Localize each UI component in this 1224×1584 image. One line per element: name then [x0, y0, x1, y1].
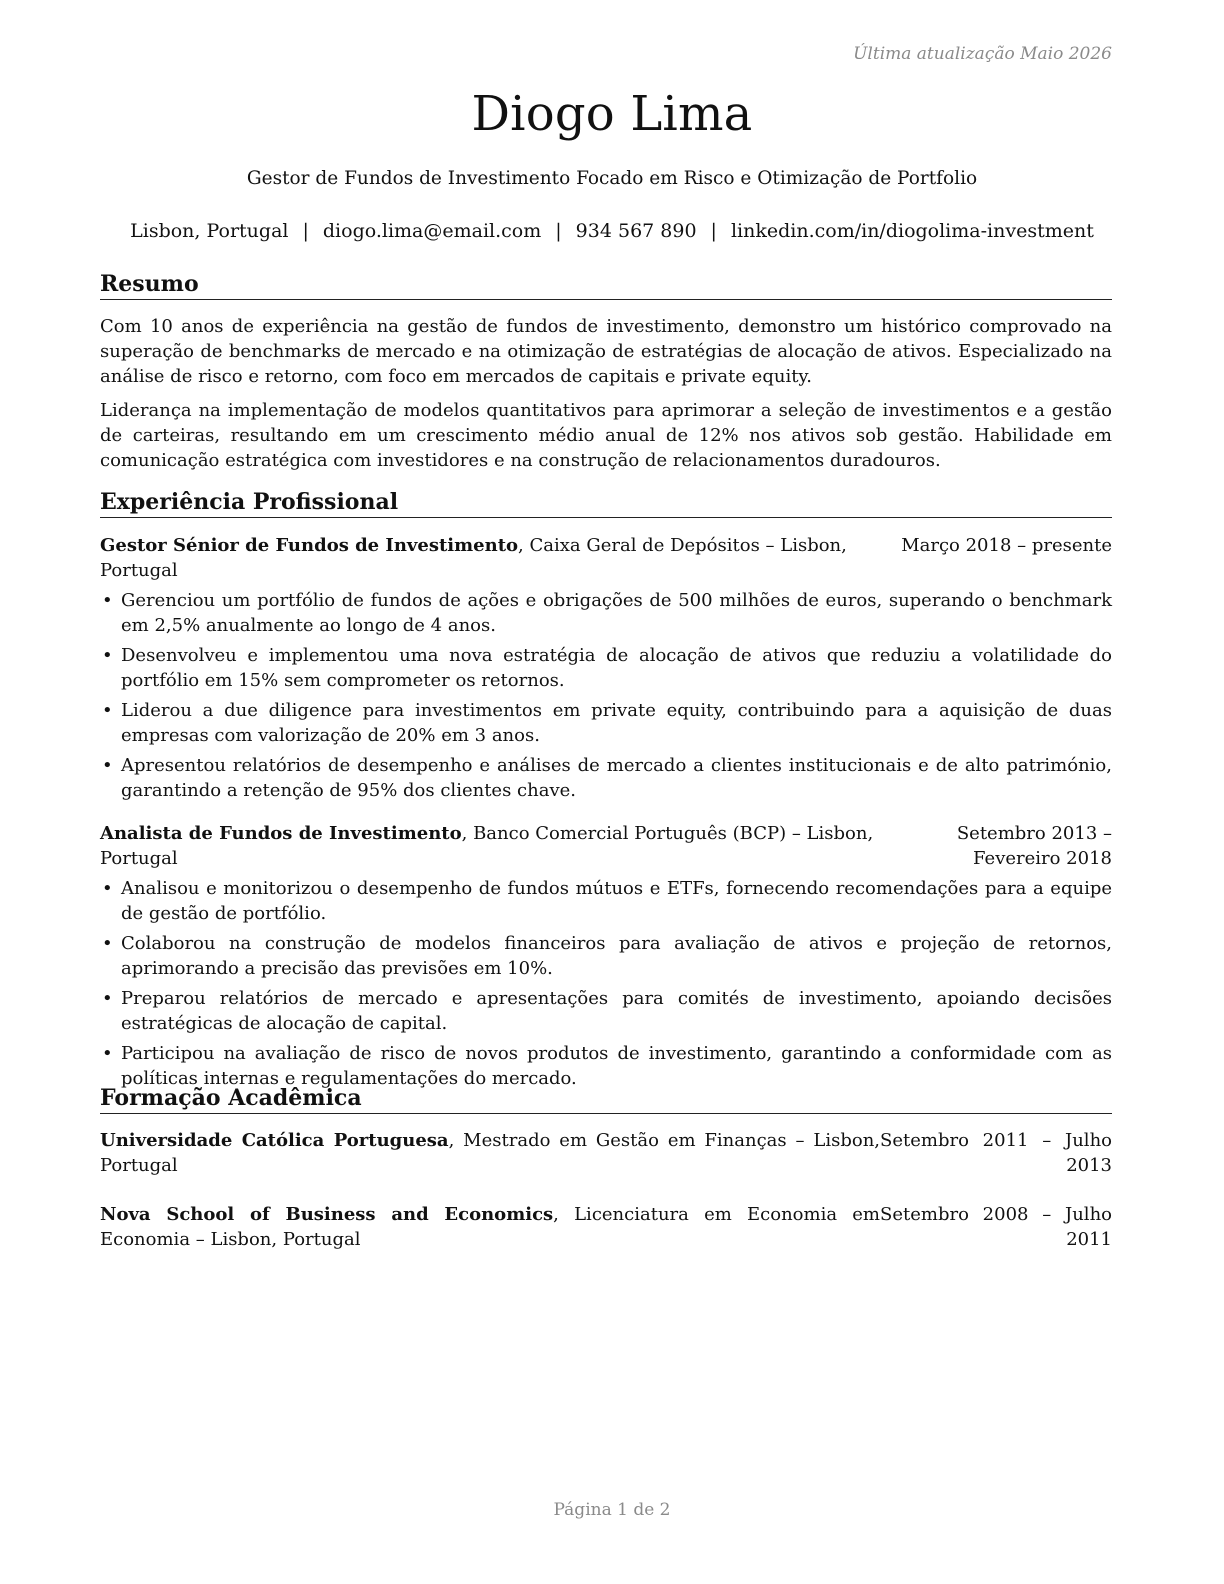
- section-title-summary: Resumo: [100, 270, 1112, 300]
- contact-line: [0, 220, 1224, 242]
- section-title-experience: Experiência Profissional: [100, 488, 1112, 518]
- job-org: , Caixa Geral de Depósitos – Lisbon, Portugal: [100, 535, 847, 581]
- bullet-text: Desenvolveu e implementou uma nova estratégia de alocação de ativos que reduziu a volatilidade do portfólio em 15% sem comprometer os retornos.: [121, 645, 1112, 691]
- contact-email[interactable]: diogo.lima@email.com: [322, 220, 542, 242]
- education-institution-line: [100, 1202, 880, 1252]
- summary-paragraph: Liderança na implementação de modelos quantitativos para aprimorar a seleção de investimentos e a gestão de carteiras, resultando em um crescimento médio anual de 12% nos ativos sob gestão. Habilidade em comunicação estratégica com investidores e na construção de relacionamentos duradouros.: [100, 400, 1112, 471]
- candidate-name: Diogo Lima: [471, 86, 753, 142]
- bullet-icon: •: [102, 878, 113, 899]
- list-item: [100, 588, 1112, 638]
- education-detail: , Mestrado em Gestão em Finanças – Lisbon, Portugal: [100, 1130, 881, 1176]
- bullet-text: Colaborou na construção de modelos financeiros para avaliação de ativos e projeção de retornos, aprimorando a precisão das previsões em 10%.: [121, 933, 1112, 979]
- education-institution-line: [100, 1128, 880, 1178]
- bullet-text: Gerenciou um portfólio de fundos de ações e obrigações de 500 milhões de euros, superando o benchmark em 2,5% anualmente ao longo de 4 anos.: [121, 590, 1112, 636]
- bullet-icon: •: [102, 988, 113, 1009]
- bullet-text: Participou na avaliação de risco de novos produtos de investimento, garantindo a conformidade com as políticas internas e regulamentações do mercado.: [121, 1043, 1112, 1089]
- bullet-text: Preparou relatórios de mercado e apresentações para comités de investimento, apoiando decisões estratégicas de alocação de capital.: [121, 988, 1112, 1034]
- bullet-icon: •: [102, 700, 113, 721]
- bullet-text: Apresentou relatórios de desempenho e análises de mercado a clientes institucionais e de alto património, garantindo a retenção de 95% dos clientes chave.: [121, 755, 1112, 801]
- job-bullets: [100, 588, 1112, 803]
- job-header: [100, 821, 1112, 871]
- contact-separator: |: [710, 220, 717, 242]
- bullet-icon: •: [102, 755, 113, 776]
- job-entry: [100, 533, 1112, 803]
- job-title-line: [100, 533, 901, 583]
- job-bullets: [100, 876, 1112, 1091]
- list-item: [100, 643, 1112, 693]
- list-item: [100, 876, 1112, 926]
- education-entry: [100, 1128, 1112, 1178]
- education-entry: [100, 1202, 1112, 1252]
- education-dates: [880, 1128, 1112, 1178]
- bullet-icon: •: [102, 933, 113, 954]
- contact-separator: |: [302, 220, 309, 242]
- job-entry: [100, 821, 1112, 1091]
- job-dates: Março 2018 – presente: [901, 535, 1112, 556]
- education-school: Nova School of Business and Economics: [100, 1204, 554, 1225]
- education-dates-line: 2011: [1066, 1229, 1112, 1250]
- job-role: Analista de Fundos de Investimento: [100, 823, 462, 844]
- list-item: [100, 753, 1112, 803]
- job-dates: Setembro 2013 – Fevereiro 2018: [956, 823, 1112, 869]
- education-section: [100, 1084, 1112, 1252]
- list-item: [100, 986, 1112, 1036]
- headline: Gestor de Fundos de Investimento Focado em Risco e Otimização de Portfolio: [246, 168, 978, 189]
- education-dates-line: Setembro 2008 – Julho: [880, 1204, 1112, 1225]
- education-dates-line: 2013: [1066, 1155, 1112, 1176]
- bullet-text: Analisou e monitorizou o desempenho de fundos mútuos e ETFs, fornecendo recomendações para a equipe de gestão de portfólio.: [121, 878, 1112, 924]
- summary-section: [100, 270, 1112, 473]
- job-org: , Banco Comercial Português (BCP) – Lisbon, Portugal: [100, 823, 874, 869]
- summary-paragraph: Com 10 anos de experiência na gestão de fundos de investimento, demonstro um histórico comprovado na superação de benchmarks de mercado e na otimização de estratégias de alocação de ativos. Especializado na análise de risco e retorno, com foco em mercados de capitais e private equity.: [100, 316, 1112, 387]
- job-title-line: [100, 821, 876, 871]
- contact-location: Lisbon, Portugal: [130, 220, 289, 242]
- bullet-icon: •: [102, 645, 113, 666]
- section-title-education: Formação Acadêmica: [100, 1084, 1112, 1114]
- page-number: Página 1 de 2: [553, 1500, 671, 1520]
- list-item: [100, 931, 1112, 981]
- bullet-text: Liderou a due diligence para investimentos em private equity, contribuindo para a aquisição de duas empresas com valorização de 20% em 3 anos.: [121, 700, 1112, 746]
- education-dates-line: Setembro 2011 – Julho: [880, 1130, 1112, 1151]
- contact-separator: |: [555, 220, 562, 242]
- contact-linkedin[interactable]: linkedin.com/in/diogolima-investment: [730, 220, 1094, 242]
- last-updated: Última atualização Maio 2026: [853, 44, 1112, 64]
- job-role: Gestor Sénior de Fundos de Investimento: [100, 535, 519, 556]
- education-school: Universidade Católica Portuguesa: [100, 1130, 449, 1151]
- education-dates: [880, 1202, 1112, 1252]
- education-detail: , Licenciatura em Economia em Economia – Lisbon, Portugal: [100, 1204, 880, 1250]
- experience-section: [100, 488, 1112, 1096]
- bullet-icon: •: [102, 590, 113, 611]
- job-header: [100, 533, 1112, 583]
- list-item: [100, 698, 1112, 748]
- contact-phone: 934 567 890: [575, 220, 697, 242]
- bullet-icon: •: [102, 1043, 113, 1064]
